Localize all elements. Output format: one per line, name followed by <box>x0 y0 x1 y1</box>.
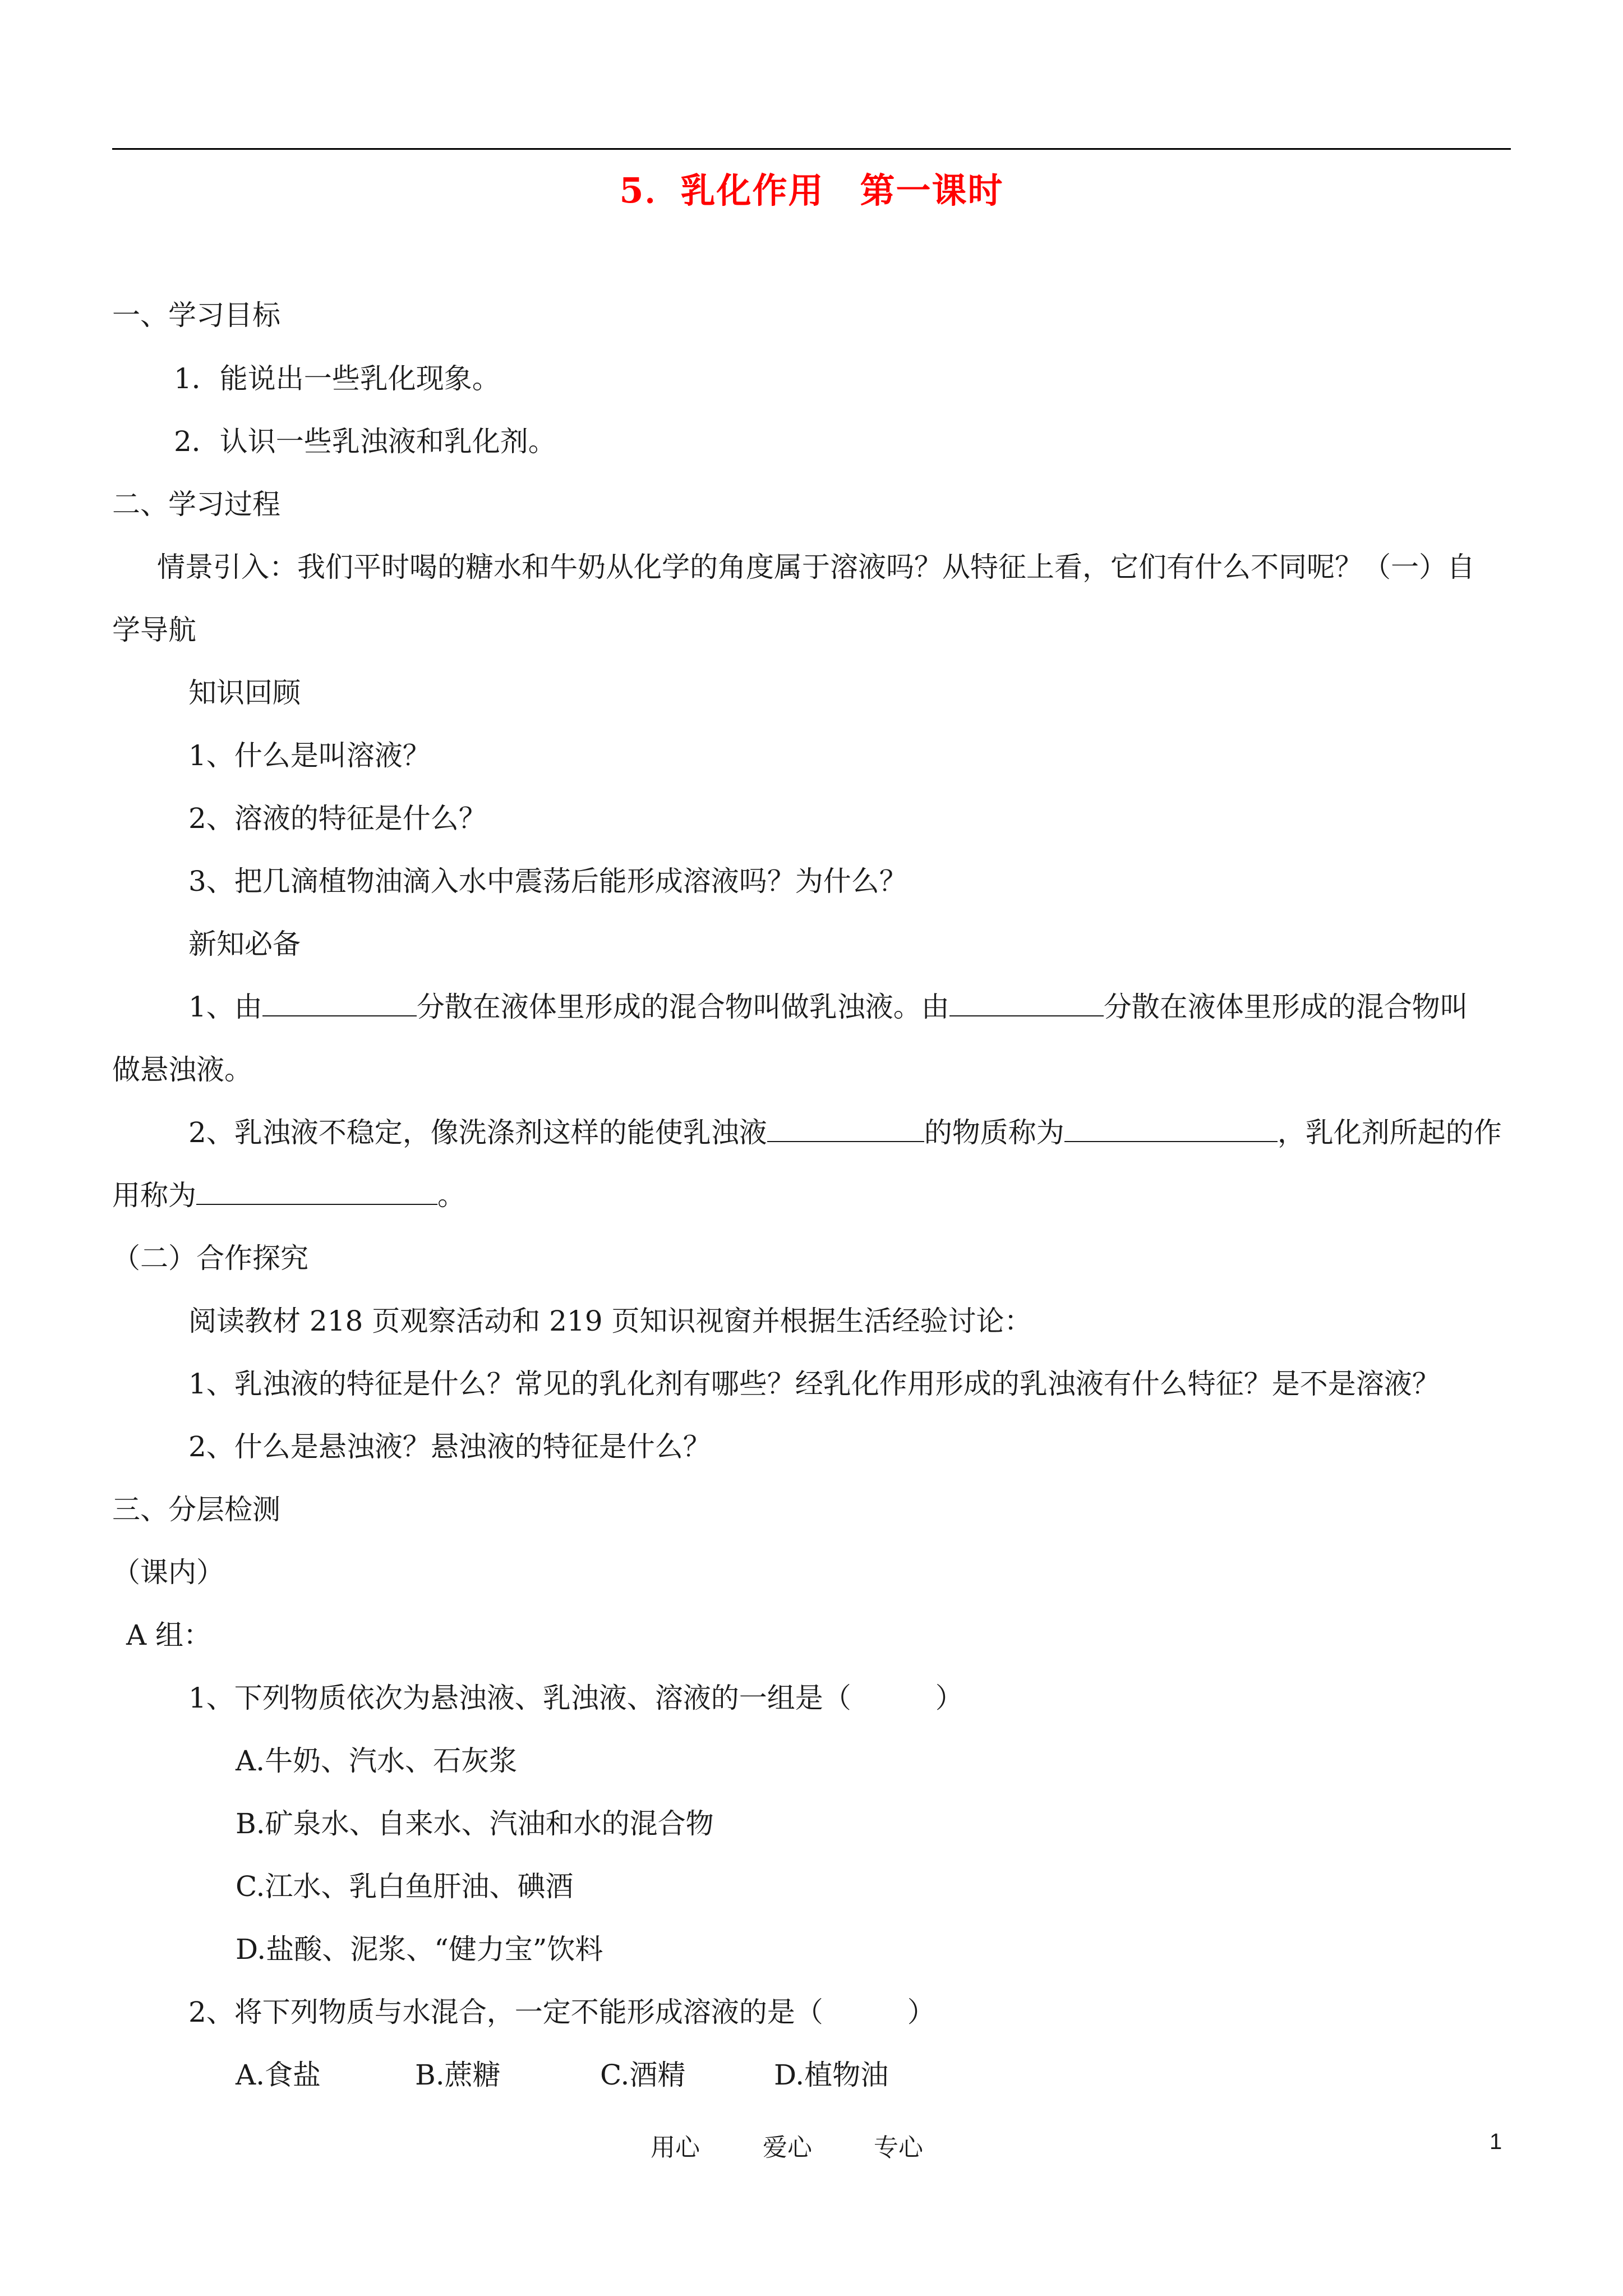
new-knowledge-item-1-part-c: 分散在液体里形成的混合物叫 <box>1103 991 1468 1023</box>
question-1-option-c: C.江水、乳白鱼肝油、碘酒 <box>236 1870 574 1903</box>
new-knowledge-item-2-part-c: ，乳化剂所起的作 <box>1277 1116 1502 1149</box>
question-2-option-b: B.蔗糖 <box>415 2059 501 2091</box>
page-title: 5．乳化作用 第一课时 <box>619 170 1004 211</box>
new-knowledge-item-2-line2-b: 。 <box>437 1179 465 1212</box>
section-heading-tests: 三、分层检测 <box>112 1493 280 1526</box>
review-heading: 知识回顾 <box>188 677 301 709</box>
question-2-option-d: D.植物油 <box>774 2059 889 2091</box>
goal-item-2: 2．认识一些乳浊液和乳化剂。 <box>174 425 556 458</box>
new-knowledge-item-2-part-b: 的物质称为 <box>924 1116 1064 1149</box>
new-knowledge-item-2 <box>188 1113 1502 1152</box>
fill-blank[interactable] <box>767 1115 924 1142</box>
footer-word-2: 爱心 <box>763 2133 812 2162</box>
new-knowledge-item-2-part-a: 2、乳浊液不稳定，像洗涤剂这样的能使乳浊液 <box>188 1116 767 1149</box>
review-question-1: 1、什么是叫溶液？ <box>188 739 431 772</box>
question-1: 1、下列物质依次为悬浊液、乳浊液、溶液的一组是（ ） <box>188 1682 963 1714</box>
question-1-option-a: A.牛奶、汽水、石灰浆 <box>236 1745 518 1777</box>
new-knowledge-item-2-line2 <box>112 1176 465 1215</box>
footer-word-1: 用心 <box>651 2133 700 2162</box>
header-rule <box>112 148 1511 150</box>
page-number: 1 <box>1490 2129 1502 2154</box>
fill-blank[interactable] <box>262 990 417 1016</box>
section-heading-process: 二、学习过程 <box>112 488 280 521</box>
intro-text-line2: 学导航 <box>112 614 196 646</box>
review-question-3: 3、把几滴植物油滴入水中震荡后能形成溶液吗？为什么？ <box>188 865 907 898</box>
question-1-option-d: D.盐酸、泥浆、“健力宝”饮料 <box>236 1933 603 1966</box>
new-knowledge-item-1-part-b: 分散在液体里形成的混合物叫做乳浊液。由 <box>416 991 949 1023</box>
question-2: 2、将下列物质与水混合，一定不能形成溶液的是（ ） <box>188 1996 935 2028</box>
footer-word-3: 专心 <box>874 2133 923 2162</box>
question-1-option-b: B.矿泉水、自来水、汽油和水的混合物 <box>236 1807 714 1840</box>
cooperative-question-1: 1、乳浊液的特征是什么？常见的乳化剂有哪些？经乳化作用形成的乳浊液有什么特征？是不是溶液？ <box>188 1368 1440 1400</box>
cooperative-question-2: 2、什么是悬浊液？悬浊液的特征是什么？ <box>188 1430 711 1463</box>
new-knowledge-item-1-part-a: 1、由 <box>188 991 262 1023</box>
new-knowledge-item-1-line2: 做悬浊液。 <box>112 1053 252 1086</box>
group-a-label: A 组： <box>126 1619 212 1651</box>
new-knowledge-heading: 新知必备 <box>188 928 301 960</box>
section-heading-goals: 一、学习目标 <box>112 299 280 332</box>
fill-blank[interactable] <box>196 1178 437 1205</box>
new-knowledge-item-1 <box>188 987 1468 1027</box>
cooperative-intro: 阅读教材 218 页观察活动和 219 页知识视窗并根据生活经验讨论： <box>188 1305 1032 1337</box>
fill-blank[interactable] <box>949 990 1104 1016</box>
new-knowledge-item-2-line2-a: 用称为 <box>112 1179 196 1212</box>
goal-item-1: 1．能说出一些乳化现象。 <box>174 362 500 395</box>
cooperative-heading: （二）合作探究 <box>112 1242 308 1274</box>
review-question-2: 2、溶液的特征是什么？ <box>188 802 487 835</box>
fill-blank[interactable] <box>1064 1115 1278 1142</box>
question-2-option-a: A.食盐 <box>236 2059 321 2091</box>
intro-text-line1: 情景引入：我们平时喝的糖水和牛奶从化学的角度属于溶液吗？从特征上看，它们有什么不同呢？（一）自 <box>157 551 1475 583</box>
in-class-label: （课内） <box>112 1556 224 1589</box>
question-2-option-c: C.酒精 <box>600 2059 686 2091</box>
